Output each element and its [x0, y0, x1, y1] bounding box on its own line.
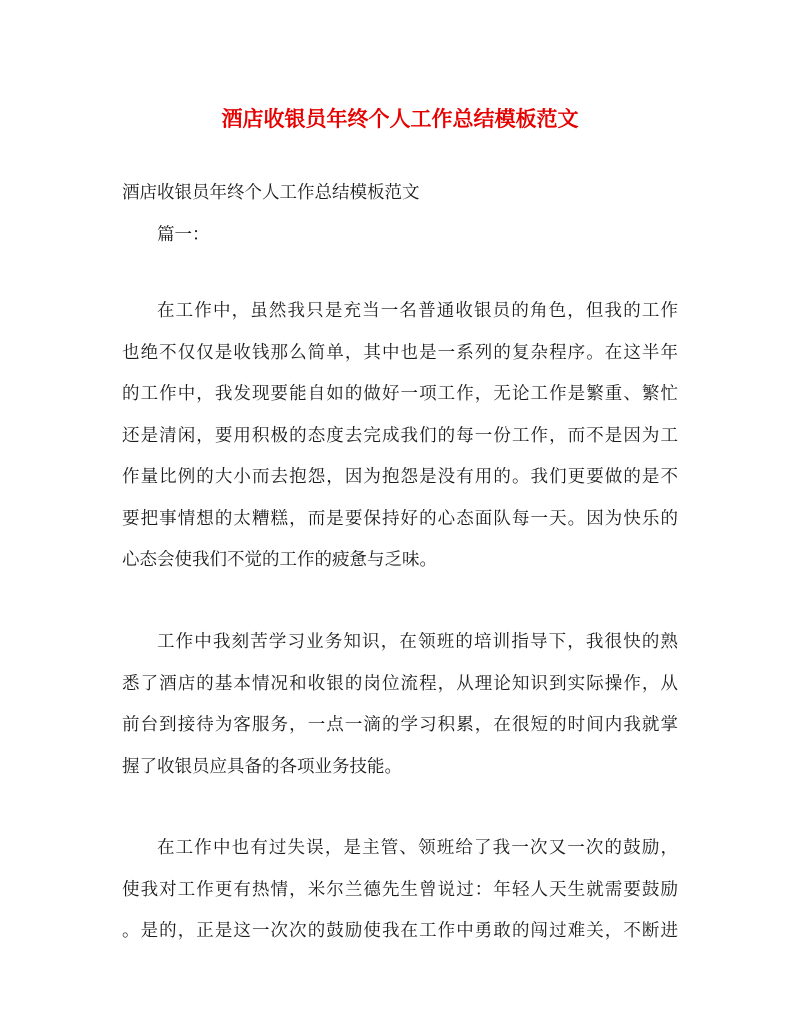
paragraph-line: 也绝不仅仅是收钱那么简单，其中也是一系列的复杂程序。在这半年 — [122, 342, 678, 363]
paragraph-line: 要把事情想的太糟糕，而是要保持好的心态面队每一天。因为快乐的 — [122, 508, 678, 529]
section-label: 篇一： — [157, 225, 210, 245]
paragraph-3 — [122, 828, 678, 953]
paragraph-2 — [122, 622, 678, 788]
paragraph-line: 作量比例的大小而去抱怨，因为抱怨是没有用的。我们更要做的是不 — [122, 467, 678, 487]
paragraph-line: 工作中我刻苦学习业务知识，在领班的培训指导下，我很快的熟 — [157, 632, 678, 652]
paragraph-line: 在工作中也有过失误，是主管、领班给了我一次又一次的鼓励， — [157, 838, 678, 858]
paragraph-1 — [122, 291, 678, 582]
paragraph-line: 还是清闲，要用积极的态度去完成我们的每一份工作，而不是因为工 — [122, 425, 678, 446]
paragraph-line: 悉了酒店的基本情况和收银的岗位流程，从理论知识到实际操作，从 — [122, 673, 678, 694]
document-title: 酒店收银员年终个人工作总结模板范文 — [221, 106, 579, 131]
paragraph-line: 前台到接待为客服务，一点一滴的学习积累，在很短的时间内我就掌 — [122, 715, 678, 735]
paragraph-line: 握了收银员应具备的各项业务技能。 — [122, 756, 402, 777]
paragraph-line: 使我对工作更有热情，米尔兰德先生曾说过：年轻人天生就需要鼓励 — [122, 879, 678, 900]
document-subtitle: 酒店收银员年终个人工作总结模板范文 — [122, 183, 420, 203]
paragraph-line: 心态会使我们不觉的工作的疲惫与乏味。 — [122, 550, 437, 570]
paragraph-line: 在工作中，虽然我只是充当一名普通收银员的角色，但我的工作 — [157, 301, 678, 321]
paragraph-line: 的工作中，我发现要能自如的做好一项工作，无论工作是繁重、繁忙 — [122, 384, 678, 404]
paragraph-line: 。是的，正是这一次次的鼓励使我在工作中勇敢的闯过难关，不断进 — [122, 921, 678, 941]
